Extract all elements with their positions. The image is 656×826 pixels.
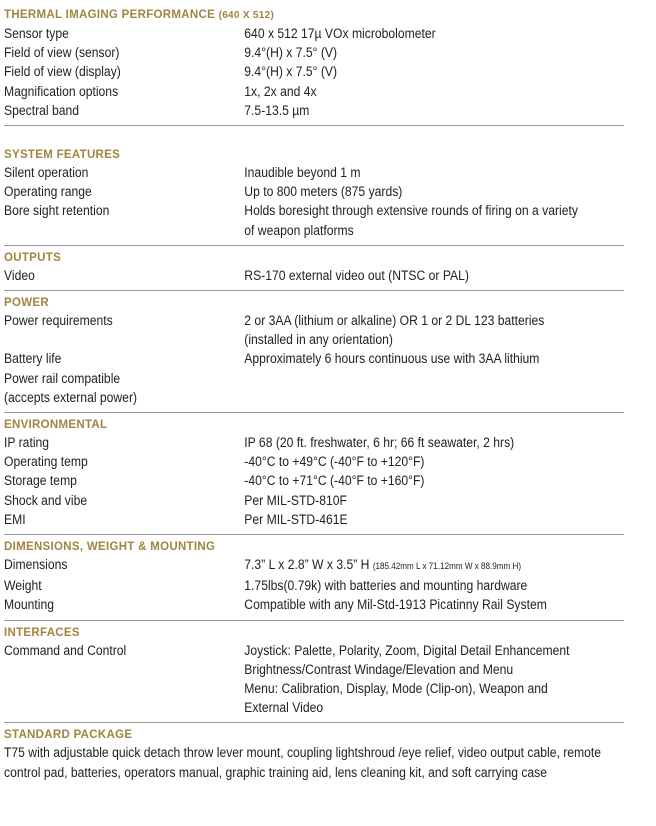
spec-row: [4, 43, 623, 62]
section-outputs: [4, 250, 624, 291]
spec-value: 9.4°(H) x 7.5° (V): [244, 45, 338, 61]
spec-label: Sensor type: [4, 26, 69, 41]
section-environmental: [4, 417, 624, 535]
spec-label: EMI: [4, 511, 26, 527]
spec-value: Joystick: Palette, Polarity, Zoom, Digital Detail Enhancement Brightness/Contrast Windage/Elevation and Menu Menu: Calibration, Display, Mode (Clip-on), Weapon and External Video: [244, 642, 570, 716]
spec-value: 9.4°(H) x 7.5° (V): [244, 64, 338, 80]
spec-value: 1.75lbs(0.79k) with batteries and mounting hardware: [244, 578, 528, 594]
spec-label: Silent operation: [4, 165, 89, 181]
spec-value: 640 x 512 17µ VOx microbolometer: [244, 26, 436, 41]
package-contents: T75 with adjustable quick detach throw lever mount, coupling lightshroud /eye relief, video output cable, remote control pad, batteries, operators manual, graphic training aid, lens cleaning kit, and soft carrying case: [4, 745, 602, 780]
spec-label: Bore sight retention: [4, 203, 110, 219]
spec-row: [4, 595, 623, 614]
spec-row: [4, 576, 623, 595]
spec-label: Field of view (sensor): [4, 45, 120, 61]
section-title: POWER: [4, 297, 49, 310]
spec-value: Up to 800 meters (875 yards): [244, 184, 403, 200]
section-title: OUTPUTS: [4, 251, 62, 264]
spec-row: [4, 349, 623, 368]
spec-row: [4, 163, 623, 182]
section-standard-package: [4, 727, 624, 786]
spec-value: -40°C to +71°C (-40°F to +160°F): [244, 473, 425, 489]
spec-label: Power requirements: [4, 313, 113, 329]
dimensions-imperial: 7.3” L x 2.8” W x 3.5” H: [244, 557, 370, 573]
spec-sheet: [4, 4, 624, 791]
spec-label: Spectral band: [4, 102, 79, 118]
spec-row: [4, 491, 623, 510]
spec-label: Operating temp: [4, 454, 88, 470]
spec-value: -40°C to +49°C (-40°F to +120°F): [244, 454, 425, 470]
spec-row: [4, 555, 623, 576]
section-interfaces: [4, 625, 624, 724]
spec-label: Battery life: [4, 351, 62, 367]
spec-label: Mounting: [4, 597, 54, 613]
section-system-features: [4, 147, 624, 246]
section-title: STANDARD PACKAGE: [4, 729, 133, 742]
section-title: INTERFACES: [4, 626, 80, 639]
spec-label: Storage temp: [4, 473, 77, 489]
spec-value: 1x, 2x and 4x: [244, 83, 317, 99]
spec-value: Approximately 6 hours continuous use with 3AA lithium: [244, 351, 540, 367]
spec-row: [4, 201, 623, 239]
spec-row: [4, 101, 623, 120]
spec-label: Dimensions: [4, 557, 68, 573]
spec-value: IP 68 (20 ft. freshwater, 6 hr; 66 ft seawater, 2 hrs): [244, 435, 515, 451]
spec-label: Operating range: [4, 184, 92, 200]
spec-label: Shock and vibe: [4, 492, 88, 508]
spec-value: RS-170 external video out (NTSC or PAL): [244, 267, 469, 283]
spec-row: [4, 452, 623, 471]
section-dimensions: [4, 539, 624, 621]
spec-value: Per MIL-STD-461E: [244, 511, 348, 527]
spec-value: 7.5-13.5 µm: [244, 102, 310, 118]
spec-value: Per MIL-STD-810F: [244, 492, 347, 508]
section-thermal-imaging: [4, 7, 624, 126]
dimensions-metric: (185.42mm L x 71.12mm W x 88.9mm H): [372, 561, 522, 572]
spec-row: [4, 369, 623, 407]
spec-row: [4, 62, 623, 81]
spec-value: 2 or 3AA (lithium or alkaline) OR 1 or 2 DL 123 batteries (installed in any orientation): [244, 313, 545, 348]
spec-label: Weight: [4, 578, 42, 594]
spec-label: Field of view (display): [4, 64, 121, 80]
spec-label: IP rating: [4, 435, 50, 451]
spec-label: Magnification options: [4, 83, 119, 99]
spec-value: [244, 555, 623, 576]
spec-value: Compatible with any Mil-Std-1913 Picatinny Rail System: [244, 597, 547, 613]
spec-row: [4, 510, 623, 529]
section-power: [4, 295, 624, 413]
section-title: SYSTEM FEATURES: [4, 149, 121, 162]
spec-row: [4, 471, 623, 490]
spec-row: [4, 82, 623, 101]
spec-value: Inaudible beyond 1 m: [244, 165, 361, 181]
spec-row: [4, 266, 623, 285]
spec-row: [4, 24, 623, 43]
section-title: DIMENSIONS, WEIGHT & MOUNTING: [4, 541, 216, 554]
section-title: THERMAL IMAGING PERFORMANCE (640 X 512): [4, 9, 275, 21]
spec-row: [4, 433, 623, 452]
spec-value: [244, 369, 623, 407]
spec-label: Power rail compatible (accepts external power): [4, 370, 138, 405]
section-title-sub: (640 X 512): [218, 10, 275, 21]
spec-label: Command and Control: [4, 642, 127, 658]
spec-row: [4, 641, 623, 718]
section-title: ENVIRONMENTAL: [4, 419, 108, 432]
spec-row: [4, 182, 623, 201]
spec-value: Holds boresight through extensive rounds of firing on a variety of weapon platforms: [244, 203, 578, 238]
spec-label: Video: [4, 267, 35, 283]
spec-row: [4, 311, 623, 349]
